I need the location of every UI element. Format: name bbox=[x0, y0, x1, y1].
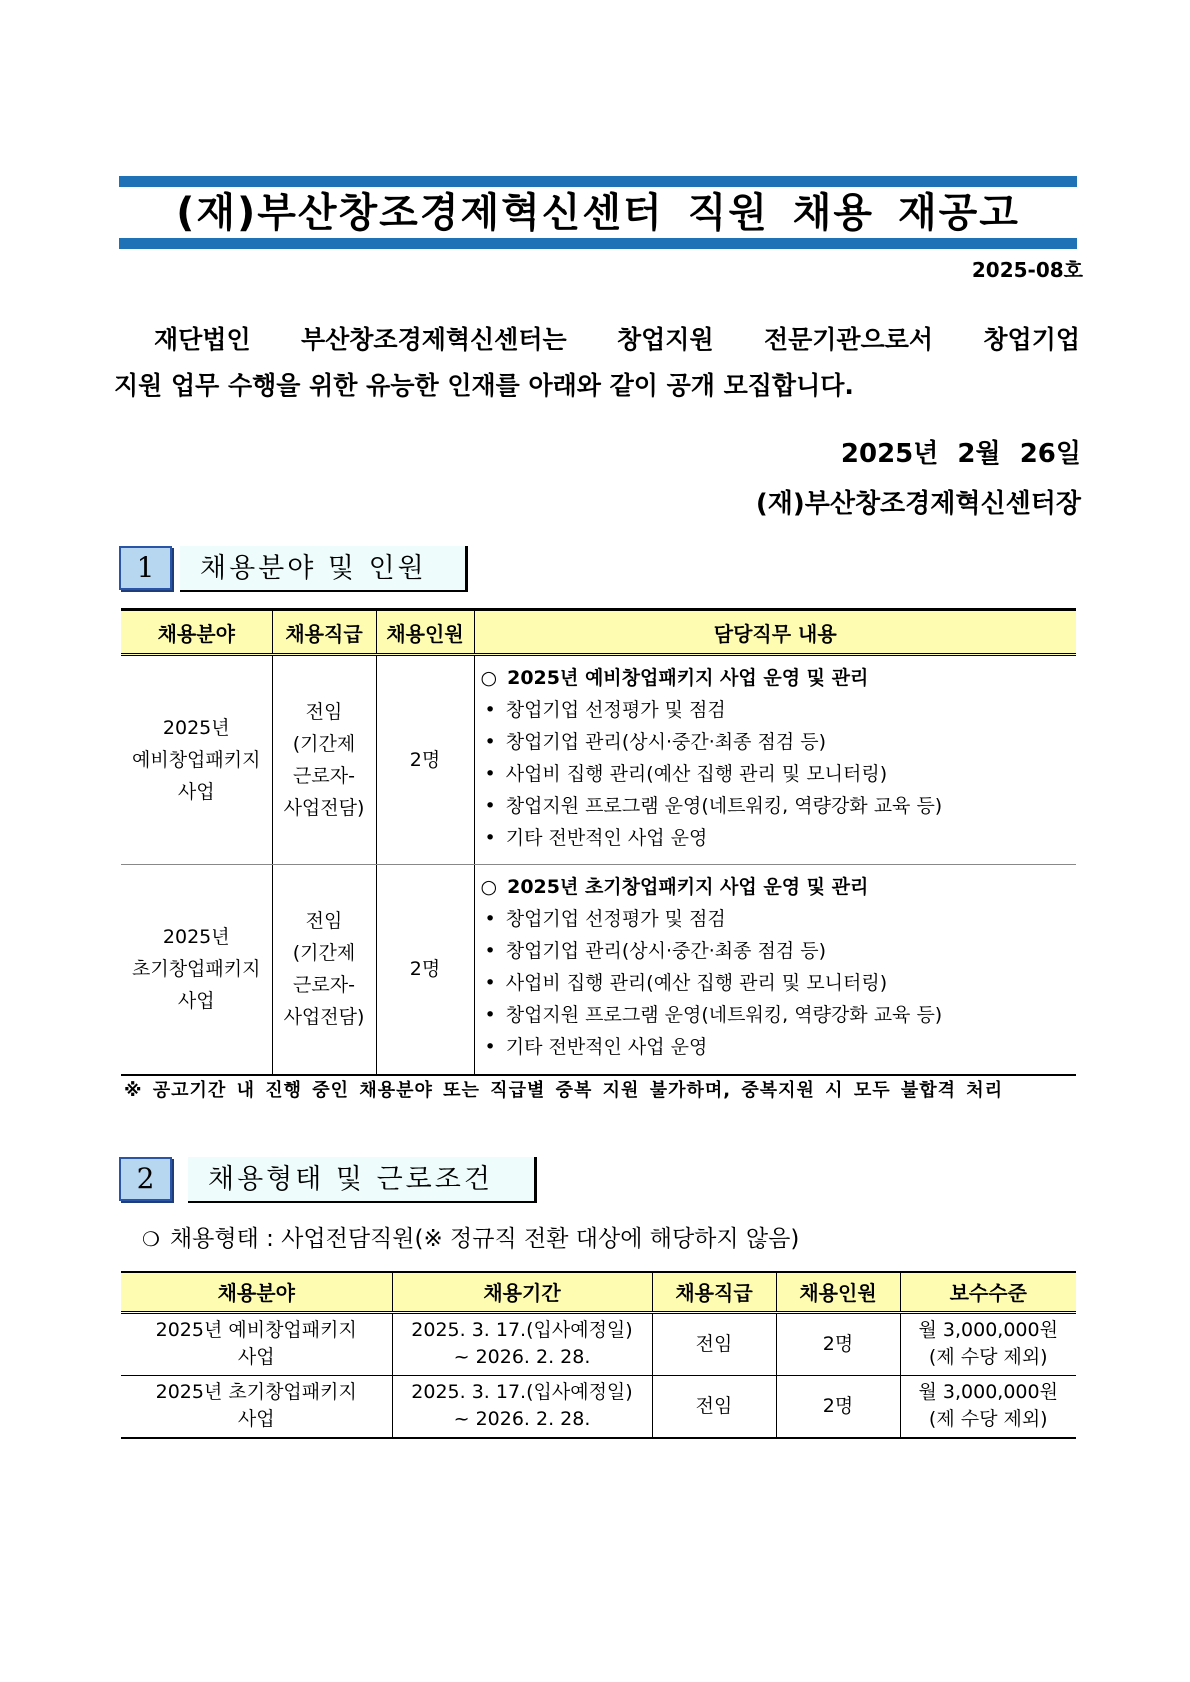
bullet-icon: • bbox=[484, 699, 496, 721]
rank-line: 전임 bbox=[305, 701, 343, 723]
field-year: 2025년 bbox=[162, 717, 230, 739]
table-row bbox=[121, 1375, 1076, 1438]
pay-line: (제 수당 제외) bbox=[928, 1408, 1048, 1431]
duty-item bbox=[481, 694, 1071, 726]
period-cell bbox=[392, 1312, 652, 1375]
duty-item-text: 창업기업 선정평가 및 점검 bbox=[505, 699, 726, 721]
bullet-icon: • bbox=[484, 1004, 496, 1026]
intro-line-1: 재단법인 부산창조경제혁신센터는 창업지원 전문기관으로서 창업기업 bbox=[154, 325, 1080, 354]
section-1-title: 채용분야 및 인원 bbox=[180, 546, 468, 592]
rank-line: (기간제 bbox=[292, 942, 356, 965]
rank-line: 사업전담) bbox=[283, 797, 365, 819]
duplicate-application-note: ※ 공고기간 내 진행 중인 채용분야 또는 직급별 중복 지원 불가하며, 중복지원 시 모두 불합격 처리 bbox=[124, 1080, 1004, 1101]
duty-item bbox=[481, 935, 1071, 967]
bullet-icon: • bbox=[484, 972, 496, 994]
employment-type-text: 채용형태 : 사업전담직원(※ 정규직 전환 대상에 해당하지 않음) bbox=[169, 1226, 800, 1252]
pay-line: 월 3,000,000원 bbox=[918, 1319, 1058, 1341]
duty-heading bbox=[481, 871, 1071, 903]
table-row bbox=[121, 1312, 1076, 1375]
pay-line: 월 3,000,000원 bbox=[918, 1381, 1058, 1404]
duty-item-text: 사업비 집행 관리(예산 집행 관리 및 모니터링) bbox=[505, 763, 888, 785]
document-number: 2025-08호 bbox=[971, 258, 1083, 282]
count-cell: 2명 bbox=[776, 1312, 900, 1375]
bullet-icon: • bbox=[484, 731, 496, 753]
pay-cell bbox=[900, 1312, 1076, 1375]
header-cell: 채용직급 bbox=[652, 1272, 776, 1312]
duty-cell bbox=[474, 865, 1076, 1075]
pay-cell bbox=[900, 1375, 1076, 1438]
header-cell: 채용기간 bbox=[392, 1272, 652, 1312]
page-title: (재)부산창조경제혁신센터 직원 채용 재공고 bbox=[176, 190, 1020, 236]
duty-item-text: 기타 전반적인 사업 운영 bbox=[505, 827, 708, 849]
duty-heading bbox=[481, 662, 1071, 694]
field-cell bbox=[121, 865, 272, 1075]
duty-item-text: 창업기업 관리(상시·중간·최종 점검 등) bbox=[505, 940, 827, 962]
rank-cell: 전임 bbox=[652, 1375, 776, 1438]
header-cell: 채용분야 bbox=[121, 610, 272, 655]
table-row bbox=[121, 865, 1076, 1075]
duty-heading-text: 2025년 초기창업패키지 사업 운영 및 관리 bbox=[507, 876, 869, 898]
section-2-title: 채용형태 및 근로조건 bbox=[188, 1157, 537, 1203]
field-tail: 사업 bbox=[177, 781, 215, 803]
table-row bbox=[121, 655, 1076, 865]
bullet-icon: • bbox=[484, 763, 496, 785]
circle-icon: ○ bbox=[480, 876, 498, 898]
bullet-icon: • bbox=[484, 827, 496, 849]
rank-line: 전임 bbox=[305, 910, 343, 933]
title-band bbox=[119, 176, 1077, 249]
duty-item-text: 사업비 집행 관리(예산 집행 관리 및 모니터링) bbox=[505, 972, 888, 994]
bullet-icon: • bbox=[484, 940, 496, 962]
duty-item bbox=[481, 967, 1071, 999]
rank-cell: 전임 bbox=[652, 1312, 776, 1375]
intro-paragraph bbox=[114, 317, 1080, 409]
field-tail: 사업 bbox=[177, 990, 215, 1013]
bullet-icon: • bbox=[484, 795, 496, 817]
field-line: 사업 bbox=[237, 1408, 275, 1431]
period-line: ~ 2026. 2. 28. bbox=[453, 1408, 591, 1431]
recruitment-table bbox=[121, 608, 1076, 1076]
duty-item bbox=[481, 1031, 1071, 1063]
title-bar-top bbox=[119, 176, 1077, 187]
period-line: ~ 2026. 2. 28. bbox=[453, 1346, 591, 1368]
duty-item bbox=[481, 903, 1071, 935]
section-2-number: 2 bbox=[119, 1157, 172, 1201]
count-cell: 2명 bbox=[776, 1375, 900, 1438]
field-line: 2025년 초기창업패키지 bbox=[155, 1381, 357, 1404]
announcement-date: 2025년 2월 26일 bbox=[840, 439, 1081, 469]
duty-heading-text: 2025년 예비창업패키지 사업 운영 및 관리 bbox=[507, 667, 869, 689]
field-cell bbox=[121, 1375, 392, 1438]
table-header-row bbox=[121, 610, 1076, 655]
header-cell: 보수수준 bbox=[900, 1272, 1076, 1312]
circle-icon: ○ bbox=[480, 667, 498, 689]
issuer-name: (재)부산창조경제혁신센터장 bbox=[755, 489, 1081, 519]
duty-item-text: 기타 전반적인 사업 운영 bbox=[505, 1036, 708, 1058]
field-line: 사업 bbox=[237, 1346, 275, 1368]
section-1-number: 1 bbox=[119, 546, 172, 590]
table-header-row bbox=[121, 1272, 1076, 1312]
pay-line: (제 수당 제외) bbox=[928, 1346, 1048, 1368]
bullet-icon: • bbox=[484, 1036, 496, 1058]
rank-cell bbox=[272, 865, 376, 1075]
rank-line: 사업전담) bbox=[283, 1006, 365, 1029]
header-cell: 채용인원 bbox=[376, 610, 474, 655]
bullet-icon: • bbox=[484, 908, 496, 930]
field-cell bbox=[121, 1312, 392, 1375]
employment-type bbox=[142, 1220, 799, 1253]
header-cell: 채용분야 bbox=[121, 1272, 392, 1312]
intro-line-2: 지원 업무 수행을 위한 유능한 인재를 아래와 같이 공개 모집합니다. bbox=[114, 371, 854, 400]
conditions-table bbox=[121, 1271, 1076, 1439]
field-line: 2025년 예비창업패키지 bbox=[155, 1319, 357, 1341]
period-cell bbox=[392, 1375, 652, 1438]
period-line: 2025. 3. 17.(입사예정일) bbox=[411, 1381, 633, 1404]
duty-item bbox=[481, 822, 1071, 854]
duty-cell bbox=[474, 655, 1076, 865]
duty-item bbox=[481, 758, 1071, 790]
duty-item bbox=[481, 790, 1071, 822]
rank-cell bbox=[272, 655, 376, 865]
header-cell: 채용직급 bbox=[272, 610, 376, 655]
field-cell bbox=[121, 655, 272, 865]
title-bar-bottom bbox=[119, 238, 1077, 249]
rank-line: 근로자- bbox=[293, 974, 355, 997]
duty-item bbox=[481, 999, 1071, 1031]
count-cell: 2명 bbox=[376, 865, 474, 1075]
duty-item-text: 창업지원 프로그램 운영(네트워킹, 역량강화 교육 등) bbox=[505, 1004, 943, 1026]
header-cell: 담당직무 내용 bbox=[474, 610, 1076, 655]
field-name: 초기창업패키지 bbox=[132, 958, 261, 981]
field-year: 2025년 bbox=[162, 926, 230, 949]
rank-line: 근로자- bbox=[293, 765, 355, 787]
rank-line: (기간제 bbox=[292, 733, 356, 755]
count-cell: 2명 bbox=[376, 655, 474, 865]
field-name: 예비창업패키지 bbox=[132, 749, 261, 771]
period-line: 2025. 3. 17.(입사예정일) bbox=[411, 1319, 633, 1341]
duty-item-text: 창업기업 선정평가 및 점검 bbox=[505, 908, 726, 930]
duty-item-text: 창업지원 프로그램 운영(네트워킹, 역량강화 교육 등) bbox=[505, 795, 943, 817]
duty-item bbox=[481, 726, 1071, 758]
circle-bullet-icon: ❍ bbox=[142, 1227, 160, 1251]
duty-item-text: 창업기업 관리(상시·중간·최종 점검 등) bbox=[505, 731, 827, 753]
header-cell: 채용인원 bbox=[776, 1272, 900, 1312]
